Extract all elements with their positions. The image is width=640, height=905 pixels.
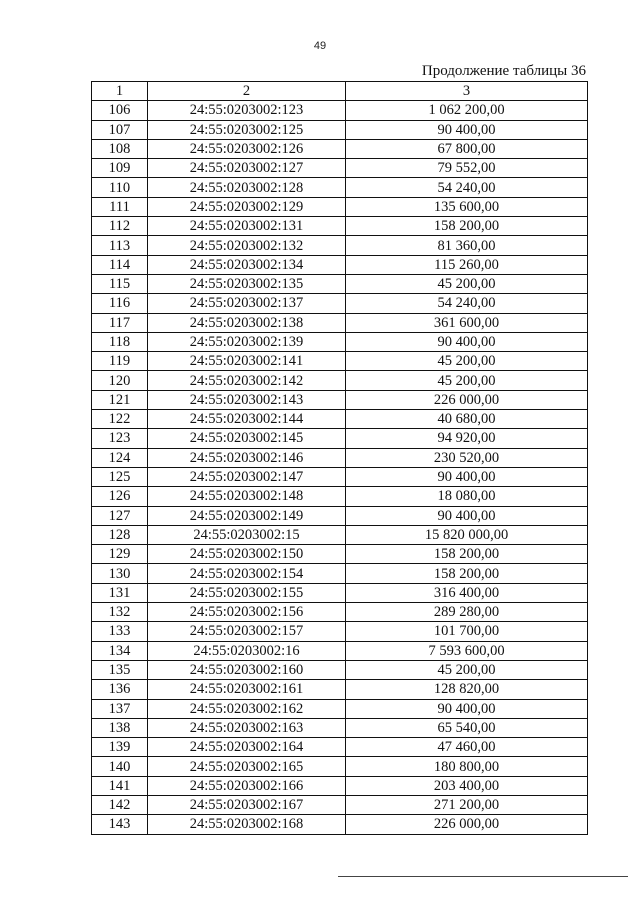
row-number-cell: 135 (92, 660, 148, 679)
value-cell: 45 200,00 (346, 352, 588, 371)
value-cell: 226 000,00 (346, 815, 588, 834)
value-cell: 67 800,00 (346, 139, 588, 158)
value-cell: 45 200,00 (346, 660, 588, 679)
table-row (92, 641, 588, 660)
table-row (92, 178, 588, 197)
cadastral-number-cell: 24:55:0203002:145 (148, 429, 346, 448)
row-number-cell: 110 (92, 178, 148, 197)
table-row (92, 506, 588, 525)
cadastral-number-cell: 24:55:0203002:138 (148, 313, 346, 332)
cadastral-number-cell: 24:55:0203002:168 (148, 815, 346, 834)
cadastral-number-cell: 24:55:0203002:139 (148, 332, 346, 351)
table-row (92, 564, 588, 583)
header-row (92, 82, 588, 101)
row-number-cell: 106 (92, 101, 148, 120)
row-number-cell: 125 (92, 467, 148, 486)
value-cell: 180 800,00 (346, 757, 588, 776)
row-number-cell: 142 (92, 795, 148, 814)
cadastral-number-cell: 24:55:0203002:164 (148, 738, 346, 757)
cadastral-number-cell: 24:55:0203002:129 (148, 197, 346, 216)
value-cell: 90 400,00 (346, 699, 588, 718)
cadastral-number-cell: 24:55:0203002:134 (148, 255, 346, 274)
value-cell: 158 200,00 (346, 545, 588, 564)
cadastral-number-cell: 24:55:0203002:125 (148, 120, 346, 139)
value-cell: 47 460,00 (346, 738, 588, 757)
row-number-cell: 122 (92, 410, 148, 429)
cadastral-number-cell: 24:55:0203002:148 (148, 487, 346, 506)
page-number: 49 (313, 40, 327, 52)
value-cell: 289 280,00 (346, 603, 588, 622)
table-row (92, 159, 588, 178)
row-number-cell: 140 (92, 757, 148, 776)
row-number-cell: 107 (92, 120, 148, 139)
cadastral-number-cell: 24:55:0203002:127 (148, 159, 346, 178)
column-header-1: 1 (92, 82, 148, 101)
table-row (92, 120, 588, 139)
cadastral-number-cell: 24:55:0203002:128 (148, 178, 346, 197)
row-number-cell: 113 (92, 236, 148, 255)
table-row (92, 757, 588, 776)
cadastral-number-cell: 24:55:0203002:135 (148, 274, 346, 293)
value-cell: 230 520,00 (346, 448, 588, 467)
table-row (92, 332, 588, 351)
column-header-2: 2 (148, 82, 346, 101)
row-number-cell: 143 (92, 815, 148, 834)
row-number-cell: 117 (92, 313, 148, 332)
row-number-cell: 123 (92, 429, 148, 448)
table-row (92, 815, 588, 834)
row-number-cell: 108 (92, 139, 148, 158)
row-number-cell: 111 (92, 197, 148, 216)
row-number-cell: 137 (92, 699, 148, 718)
row-number-cell: 139 (92, 738, 148, 757)
value-cell: 90 400,00 (346, 467, 588, 486)
cadastral-number-cell: 24:55:0203002:150 (148, 545, 346, 564)
table-row (92, 139, 588, 158)
row-number-cell: 109 (92, 159, 148, 178)
table-row (92, 448, 588, 467)
table-row (92, 429, 588, 448)
cadastral-number-cell: 24:55:0203002:167 (148, 795, 346, 814)
cadastral-number-cell: 24:55:0203002:15 (148, 525, 346, 544)
table-row (92, 699, 588, 718)
value-cell: 90 400,00 (346, 506, 588, 525)
table-body (92, 101, 588, 834)
row-number-cell: 126 (92, 487, 148, 506)
table-row (92, 197, 588, 216)
table-caption: Продолжение таблицы 36 (421, 63, 586, 79)
cadastral-number-cell: 24:55:0203002:165 (148, 757, 346, 776)
row-number-cell: 136 (92, 680, 148, 699)
table-row (92, 410, 588, 429)
table-row (92, 236, 588, 255)
value-cell: 158 200,00 (346, 564, 588, 583)
value-cell: 45 200,00 (346, 274, 588, 293)
value-cell: 90 400,00 (346, 120, 588, 139)
value-cell: 128 820,00 (346, 680, 588, 699)
row-number-cell: 112 (92, 217, 148, 236)
table-row (92, 101, 588, 120)
cadastral-number-cell: 24:55:0203002:146 (148, 448, 346, 467)
row-number-cell: 120 (92, 371, 148, 390)
cadastral-number-cell: 24:55:0203002:154 (148, 564, 346, 583)
table-row (92, 390, 588, 409)
value-cell: 90 400,00 (346, 332, 588, 351)
table-row (92, 274, 588, 293)
table-row (92, 660, 588, 679)
cadastral-number-cell: 24:55:0203002:141 (148, 352, 346, 371)
table-row (92, 718, 588, 737)
row-number-cell: 118 (92, 332, 148, 351)
cadastral-number-cell: 24:55:0203002:160 (148, 660, 346, 679)
row-number-cell: 119 (92, 352, 148, 371)
cadastral-number-cell: 24:55:0203002:132 (148, 236, 346, 255)
cadastral-number-cell: 24:55:0203002:155 (148, 583, 346, 602)
value-cell: 135 600,00 (346, 197, 588, 216)
value-cell: 203 400,00 (346, 776, 588, 795)
row-number-cell: 129 (92, 545, 148, 564)
table-row (92, 603, 588, 622)
table-row (92, 352, 588, 371)
table-row (92, 294, 588, 313)
table-row (92, 795, 588, 814)
table-row (92, 255, 588, 274)
table-row (92, 313, 588, 332)
cadastral-number-cell: 24:55:0203002:156 (148, 603, 346, 622)
table-row (92, 738, 588, 757)
value-cell: 54 240,00 (346, 294, 588, 313)
bottom-divider (338, 876, 628, 877)
cadastral-number-cell: 24:55:0203002:142 (148, 371, 346, 390)
cadastral-number-cell: 24:55:0203002:137 (148, 294, 346, 313)
value-cell: 7 593 600,00 (346, 641, 588, 660)
value-cell: 271 200,00 (346, 795, 588, 814)
row-number-cell: 130 (92, 564, 148, 583)
cadastral-number-cell: 24:55:0203002:131 (148, 217, 346, 236)
row-number-cell: 127 (92, 506, 148, 525)
cadastral-number-cell: 24:55:0203002:147 (148, 467, 346, 486)
value-cell: 226 000,00 (346, 390, 588, 409)
row-number-cell: 132 (92, 603, 148, 622)
cadastral-number-cell: 24:55:0203002:144 (148, 410, 346, 429)
value-cell: 81 360,00 (346, 236, 588, 255)
value-cell: 65 540,00 (346, 718, 588, 737)
row-number-cell: 114 (92, 255, 148, 274)
value-cell: 316 400,00 (346, 583, 588, 602)
row-number-cell: 133 (92, 622, 148, 641)
row-number-cell: 116 (92, 294, 148, 313)
data-table (91, 81, 588, 835)
cadastral-number-cell: 24:55:0203002:149 (148, 506, 346, 525)
cadastral-number-cell: 24:55:0203002:16 (148, 641, 346, 660)
value-cell: 101 700,00 (346, 622, 588, 641)
table-row (92, 487, 588, 506)
table-row (92, 371, 588, 390)
value-cell: 79 552,00 (346, 159, 588, 178)
value-cell: 115 260,00 (346, 255, 588, 274)
row-number-cell: 115 (92, 274, 148, 293)
table-header (92, 82, 588, 101)
value-cell: 158 200,00 (346, 217, 588, 236)
value-cell: 1 062 200,00 (346, 101, 588, 120)
table-row (92, 525, 588, 544)
value-cell: 54 240,00 (346, 178, 588, 197)
table-row (92, 776, 588, 795)
row-number-cell: 134 (92, 641, 148, 660)
row-number-cell: 138 (92, 718, 148, 737)
cadastral-number-cell: 24:55:0203002:126 (148, 139, 346, 158)
cadastral-number-cell: 24:55:0203002:143 (148, 390, 346, 409)
value-cell: 45 200,00 (346, 371, 588, 390)
row-number-cell: 124 (92, 448, 148, 467)
value-cell: 94 920,00 (346, 429, 588, 448)
row-number-cell: 131 (92, 583, 148, 602)
row-number-cell: 121 (92, 390, 148, 409)
value-cell: 18 080,00 (346, 487, 588, 506)
table-row (92, 545, 588, 564)
cadastral-number-cell: 24:55:0203002:123 (148, 101, 346, 120)
value-cell: 15 820 000,00 (346, 525, 588, 544)
cadastral-number-cell: 24:55:0203002:166 (148, 776, 346, 795)
value-cell: 40 680,00 (346, 410, 588, 429)
row-number-cell: 128 (92, 525, 148, 544)
table-row (92, 622, 588, 641)
cadastral-number-cell: 24:55:0203002:161 (148, 680, 346, 699)
value-cell: 361 600,00 (346, 313, 588, 332)
table-row (92, 583, 588, 602)
table-row (92, 680, 588, 699)
cadastral-number-cell: 24:55:0203002:163 (148, 718, 346, 737)
row-number-cell: 141 (92, 776, 148, 795)
cadastral-number-cell: 24:55:0203002:162 (148, 699, 346, 718)
cadastral-number-cell: 24:55:0203002:157 (148, 622, 346, 641)
table-row (92, 217, 588, 236)
column-header-3: 3 (346, 82, 588, 101)
table-row (92, 467, 588, 486)
